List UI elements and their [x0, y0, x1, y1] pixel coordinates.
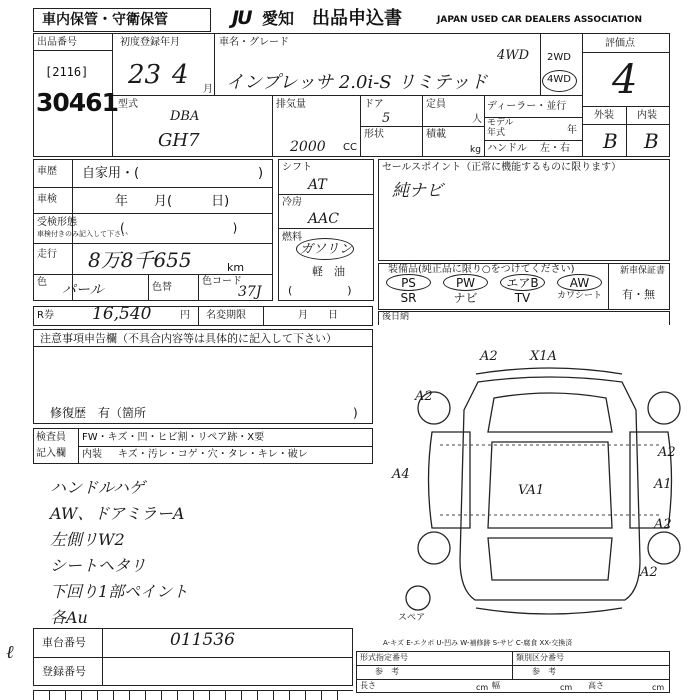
- bottom-ruler: [33, 690, 353, 700]
- fuel-paren: ( ): [288, 284, 352, 297]
- cm-3: cm: [652, 683, 665, 692]
- shift-label: シフト: [282, 162, 312, 173]
- name-grade-label: 車名・グレード: [219, 37, 289, 48]
- history-label: 車歴: [37, 166, 57, 177]
- model-value: GH7: [158, 130, 200, 151]
- inspector-row-2-prefix: 内装: [82, 449, 102, 460]
- reg-label: 登録番号: [42, 665, 86, 678]
- handwritten-note: 各Au: [50, 608, 88, 627]
- equipment-item: エアB: [506, 276, 539, 290]
- damage-legend: A-キズ E-エクボ U-凹み W-補修跡 S-サビ C-腐食 XX-交換済: [383, 639, 573, 647]
- first-reg-label: 初度登録年月: [120, 37, 180, 48]
- month-unit: 月: [203, 84, 213, 95]
- mileage-value: 8万8千655: [88, 248, 192, 272]
- handle-label: ハンドル: [487, 143, 527, 154]
- handle-options: 左・右: [540, 143, 570, 154]
- ju-logo: JU: [232, 7, 251, 29]
- color-code-value: 37J: [238, 284, 262, 300]
- handwritten-note: 下回り1部ペイント: [50, 582, 189, 601]
- damage-mark: VA1: [518, 483, 545, 498]
- size-r1c1: 形式指定番号: [360, 653, 408, 662]
- model-year-unit: 年: [567, 125, 577, 136]
- damage-mark: A2: [640, 565, 658, 580]
- mileage-label: 走行: [37, 249, 57, 260]
- equipment-item: PS: [401, 276, 416, 290]
- door-value: 5: [382, 111, 391, 126]
- brand-name: 愛知: [262, 9, 295, 28]
- recycle-value: 16,540: [92, 304, 152, 324]
- transfer-value: 月 日: [298, 310, 338, 321]
- displacement-label: 排気量: [276, 99, 306, 110]
- inspector-label-1: 検査員: [36, 432, 66, 443]
- shape-label: 形状: [364, 129, 384, 140]
- color-value: パール: [62, 282, 104, 298]
- fuel-diesel: 軽 油: [312, 265, 345, 278]
- aircon-label: 冷房: [282, 197, 302, 208]
- color-code-label: 色コード: [202, 276, 242, 287]
- damage-mark: A4: [392, 467, 410, 482]
- handwritten-note: 左側リW2: [50, 530, 125, 549]
- capacity-label: 定員: [426, 99, 446, 110]
- dealer-label: ディーラー・並行: [487, 101, 567, 112]
- inspector-row-2: キズ・汚レ・コゲ・穴・タレ・キレ・破レ: [118, 449, 308, 460]
- first-reg-month: 4: [172, 60, 189, 90]
- height-label: 高さ: [588, 681, 604, 690]
- chassis-mark: ℓ: [6, 642, 14, 663]
- inspection-label: 車検: [37, 194, 57, 205]
- fuel-value: ガソリン: [300, 242, 353, 257]
- model-prefix: DBA: [170, 109, 200, 124]
- lot-label: 出品番号: [37, 37, 77, 48]
- equipment-label: 装備品(純正品に限り○をつけてください): [388, 264, 575, 275]
- form-label: 受検形態: [37, 217, 77, 228]
- repair-close: ): [353, 406, 358, 420]
- model-year-label-1: モデル: [487, 118, 514, 128]
- transfer-label: 名変期限: [206, 310, 246, 321]
- storage-title: 車内保管・守衛保管: [42, 12, 168, 28]
- equipment-item: PW: [455, 276, 476, 290]
- equipment-item: AW: [569, 276, 590, 290]
- width-label: 幅: [492, 681, 500, 690]
- kg-unit: kg: [470, 145, 481, 155]
- cm-2: cm: [560, 683, 573, 692]
- damage-mark: A2: [658, 445, 676, 460]
- notes-label: 注意事項申告欄（不具合内容等は具体的に記入して下さい）: [40, 332, 337, 345]
- inspector-label-2: 記入欄: [36, 448, 66, 459]
- evaluation-label: 評価点: [605, 38, 635, 49]
- load-label: 積載: [426, 129, 446, 140]
- cc-unit: CC: [343, 142, 357, 153]
- size-r1c2: 類別区分番号: [516, 653, 564, 662]
- history-close: ): [258, 166, 264, 181]
- model-label: 型式: [118, 99, 138, 110]
- association-name: JAPAN USED CAR DEALERS ASSOCIATION: [437, 15, 642, 25]
- damage-mark: A2: [415, 389, 433, 404]
- chassis-value: 011536: [170, 630, 235, 650]
- sales-point-value: 純ナビ: [392, 181, 443, 201]
- form-title: 出品申込書: [312, 8, 402, 29]
- damage-mark: X1A: [530, 349, 557, 364]
- damage-mark: A2: [480, 349, 498, 364]
- drive-value: 4WD: [497, 48, 530, 63]
- form-note: 車検付きのみ記入して下さい: [37, 230, 128, 238]
- repair-label: 修復歴 有（箇所: [50, 406, 147, 420]
- cm-1: cm: [476, 683, 489, 692]
- displacement-value: 2000: [290, 139, 326, 155]
- mileage-unit: km: [227, 261, 245, 274]
- model-year-label-2: 年式: [487, 128, 506, 138]
- lot-box-code: [2116]: [45, 65, 89, 79]
- handwritten-note: シートヘタリ: [50, 556, 147, 575]
- capacity-unit: 人: [472, 114, 482, 125]
- warranty-label: 新車保証書: [620, 266, 666, 276]
- shift-value: AT: [308, 177, 327, 193]
- form-paren: ( ): [120, 221, 238, 235]
- size-r2c2: 参 考: [532, 667, 556, 676]
- equipment-item: ナビ: [453, 291, 478, 305]
- recycle-unit: 円: [180, 310, 190, 321]
- rear-seat-label: 後日納: [382, 312, 410, 322]
- warranty-options: 有・無: [622, 288, 655, 301]
- equipment-item: SR: [400, 291, 417, 305]
- inspector-row-1: FW・キズ・凹・ヒビ割・リペア跡・X要: [82, 432, 265, 443]
- interior-grade: B: [644, 129, 659, 153]
- sales-point-label: セールスポイント（正常に機能するものに限ります）: [382, 162, 622, 173]
- length-label: 長さ: [360, 681, 376, 690]
- handwritten-note: AW、ドアミラーA: [50, 504, 185, 523]
- fuel-label: 燃料: [282, 232, 302, 243]
- size-r2c1: 参 考: [375, 667, 399, 676]
- spare-label: スペア: [398, 613, 426, 623]
- evaluation-score: 4: [612, 57, 638, 103]
- aircon-value: AAC: [308, 211, 339, 227]
- exterior-grade: B: [603, 129, 618, 153]
- chassis-label: 車台番号: [42, 636, 86, 649]
- equipment-item: TV: [514, 291, 531, 305]
- name-grade-value: インプレッサ 2.0i-S リミテッド: [226, 72, 488, 93]
- handwritten-note: ハンドルハゲ: [50, 478, 145, 497]
- drive-2wd: 2WD: [547, 52, 571, 63]
- exterior-label: 外装: [594, 110, 614, 121]
- history-value: 自家用・(: [82, 166, 140, 181]
- interior-label: 内装: [637, 110, 657, 121]
- inspection-value: 年 月( 日): [115, 194, 230, 209]
- first-reg-year: 23: [128, 60, 162, 90]
- equipment-item: カワシート: [556, 291, 602, 301]
- lot-number: 30461: [36, 88, 118, 117]
- damage-mark: A2: [654, 517, 672, 532]
- recycle-label: R券: [37, 310, 54, 321]
- damage-mark: A1: [654, 477, 672, 492]
- drive-4wd: 4WD: [547, 74, 571, 85]
- door-label: ドア: [364, 99, 384, 110]
- color-change-label: 色替: [152, 282, 172, 293]
- color-label: 色: [37, 277, 47, 288]
